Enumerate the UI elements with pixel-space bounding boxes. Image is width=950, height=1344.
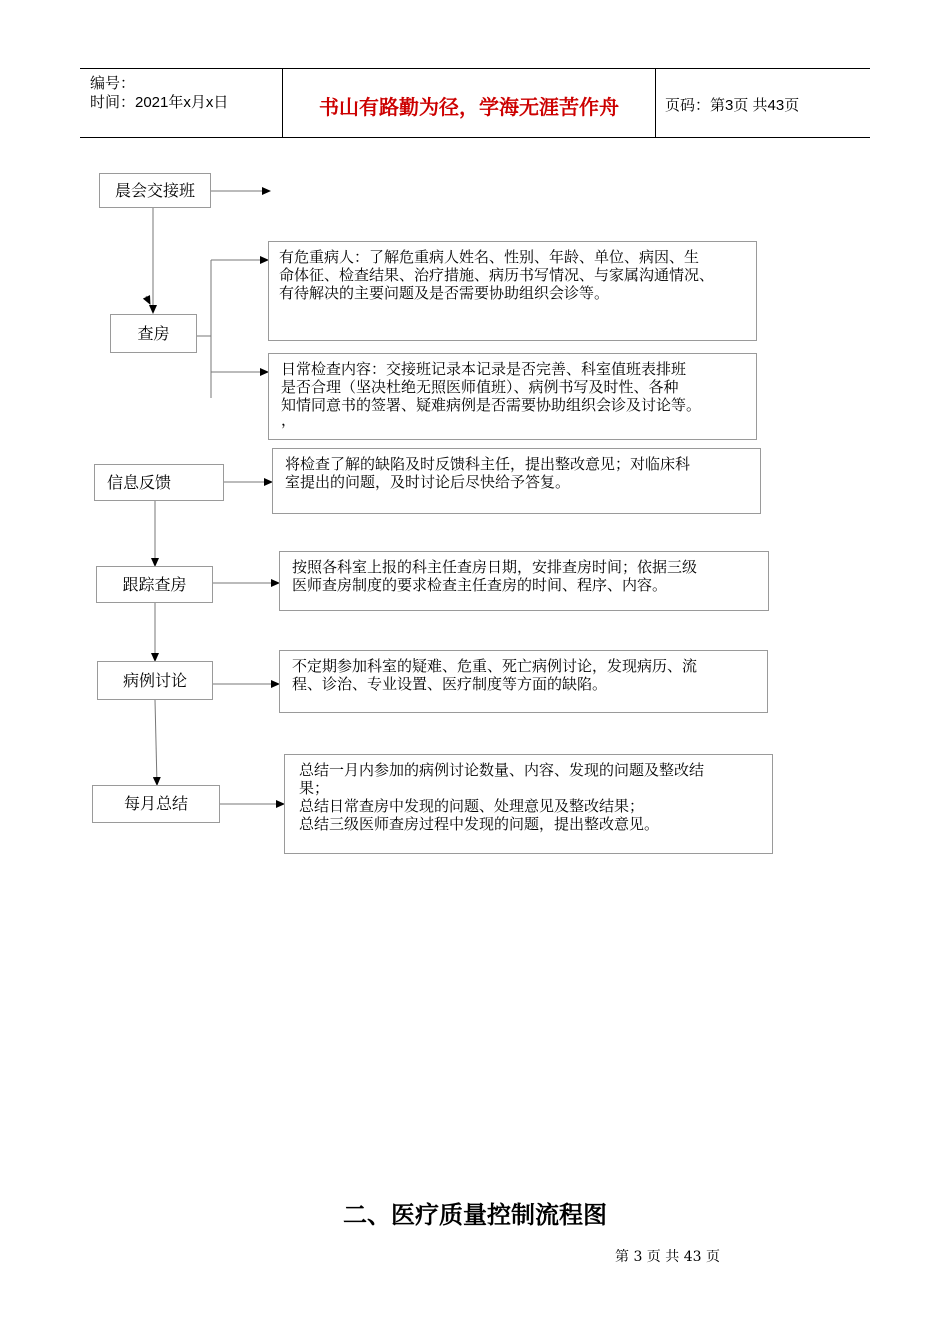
note-critical-patients — [268, 241, 757, 341]
note-feedback — [272, 448, 761, 514]
page-footer: 第 3 页 共 43 页 — [615, 1249, 720, 1265]
note-line: 有待解决的主要问题及是否需要协助组织会诊等。 — [279, 284, 610, 302]
note-line: 命体征、检查结果、治疗措施、病历书写情况、与家属沟通情况、 — [279, 266, 715, 284]
step-info-feedback — [94, 464, 224, 501]
step-case-discussion — [97, 661, 213, 700]
note-line: 按照各科室上报的科主任查房日期，安排查房时间；依据三级 — [292, 558, 698, 576]
note-line: 总结三级医师查房过程中发现的问题，提出整改意见。 — [299, 815, 660, 833]
document-number-label: 编号： — [90, 75, 136, 92]
step-ward-rounds-label: 查房 — [137, 323, 170, 343]
header-meta — [80, 69, 282, 137]
step-tracking-rounds — [96, 566, 213, 603]
note-line: ， — [281, 411, 297, 429]
note-line: 知情同意书的签署、疑难病例是否需要协助组织会诊及讨论等。 — [281, 396, 702, 414]
note-line: 将检查了解的缺陷及时反馈科主任，提出整改意见；对临床科 — [285, 455, 691, 473]
arrow-discussion-to-monthly — [155, 700, 157, 785]
note-line: 总结日常查房中发现的问题、处理意见及整改结果； — [299, 797, 645, 815]
note-line: 不定期参加科室的疑难、危重、死亡病例讨论，发现病历、流 — [292, 657, 698, 675]
document-date-label: 时间：2021年x月x日 — [90, 94, 229, 111]
step-monthly-summary-label: 每月总结 — [123, 794, 188, 813]
step-case-discussion-label: 病例讨论 — [122, 670, 187, 690]
note-line: 总结一月内参加的病例讨论数量、内容、发现的问题及整改结 — [299, 761, 705, 779]
header-page-number: 页码：第3页 共43页 — [665, 97, 800, 114]
step-morning-handover — [99, 173, 211, 208]
step-info-feedback-label: 信息反馈 — [107, 472, 172, 492]
step-monthly-summary — [92, 785, 220, 823]
note-monthly-summary — [284, 754, 773, 854]
page-header — [80, 68, 870, 138]
note-line: 室提出的问题，及时讨论后尽快给予答复。 — [285, 473, 571, 491]
arrow-small-diag — [146, 296, 150, 304]
note-line: 程、诊治、专业设置、医疗制度等方面的缺陷。 — [292, 675, 608, 693]
section-title: 二、医疗质量控制流程图 — [343, 1201, 607, 1229]
step-ward-rounds — [110, 314, 197, 353]
note-line: 医师查房制度的要求检查主任查房的时间、程序、内容。 — [292, 576, 668, 594]
note-line: 是否合理（坚决杜绝无照医师值班）、病例书写及时性、各种 — [281, 378, 679, 396]
note-discussion — [279, 650, 768, 713]
note-tracking — [279, 551, 769, 611]
note-line: 有危重病人：了解危重病人姓名、性别、年龄、单位、病因、生 — [279, 248, 700, 266]
header-motto-cell — [282, 69, 656, 137]
header-page-cell — [655, 69, 870, 137]
note-daily-inspection — [268, 353, 757, 440]
step-tracking-rounds-label: 跟踪查房 — [122, 574, 187, 594]
step-morning-handover-label: 晨会交接班 — [114, 180, 195, 200]
note-line: 日常检查内容：交接班记录本记录是否完善、科室值班表排班 — [281, 360, 687, 378]
note-line: 果； — [299, 779, 330, 797]
header-motto: 书山有路勤为径，学海无涯苦作舟 — [319, 95, 619, 119]
